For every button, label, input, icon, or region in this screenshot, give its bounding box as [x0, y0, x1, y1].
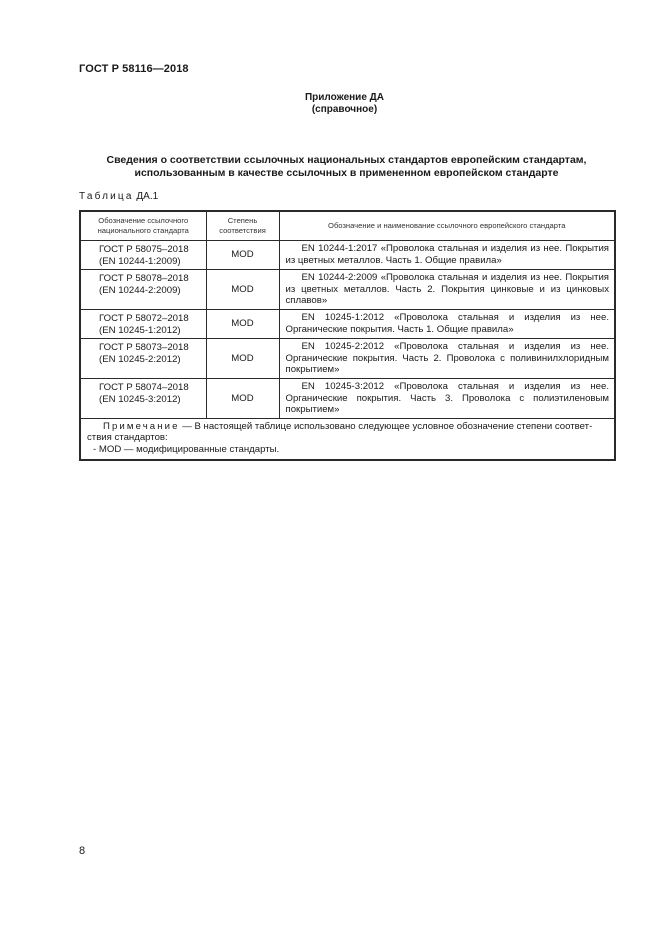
national-standard-id: ГОСТ Р 58072–2018 — [99, 312, 189, 324]
annex-title: Приложение ДА — [304, 92, 385, 103]
annex-subtitle: (справочное) — [311, 104, 378, 115]
national-standard-equivalent: (EN 10244-1:2009) — [99, 255, 181, 267]
national-standard-equivalent: (EN 10244-2:2009) — [99, 284, 181, 296]
degree-cell: MOD — [206, 378, 279, 418]
page-number: 8 — [79, 845, 86, 857]
table-row — [80, 270, 615, 310]
european-standard-cell: EN 10245-3:2012 «Проволока стальная и изделия из нее. Органические покрытия. Часть 3. Проволока с полиэтиленовым покрытием» — [279, 378, 615, 418]
note-text-line-3: - MOD — модифицированные стандарты. — [93, 443, 280, 455]
section-title-line-2: использованным в качестве ссылочных в примененном европейском стандарте — [134, 167, 559, 179]
table-row — [80, 378, 615, 418]
note-text-line-1: — В настоящей таблице использовано следующее условное обозначение степени соответ- — [182, 420, 593, 432]
table-caption-id: ДА.1 — [136, 191, 159, 202]
national-standard-cell — [80, 339, 206, 379]
national-standard-cell — [80, 309, 206, 338]
table-header-row — [80, 211, 615, 241]
table-note — [80, 418, 615, 459]
column-header-european: Обозначение и наименование ссылочного европейского стандарта — [279, 211, 615, 241]
european-standard-cell: EN 10244-1:2017 «Проволока стальная и изделия из нее. Покрытия из цветных металлов. Часть 1. Общие правила» — [279, 241, 615, 270]
note-label: Примечание — [103, 420, 180, 432]
table-caption — [79, 191, 158, 202]
section-title — [79, 154, 614, 180]
degree-cell: MOD — [206, 339, 279, 379]
degree-cell: MOD — [206, 270, 279, 310]
table-row — [80, 339, 615, 379]
national-standard-id: ГОСТ Р 58078–2018 — [99, 273, 189, 285]
column-header-national: Обозначение ссылочного национального стандарта — [80, 211, 206, 241]
national-standard-cell — [80, 378, 206, 418]
degree-cell: MOD — [206, 309, 279, 338]
national-standard-equivalent: (EN 10245-2:2012) — [99, 353, 181, 365]
degree-cell: MOD — [206, 241, 279, 270]
note-text-line-2: ствия стандартов: — [87, 432, 168, 444]
national-standard-equivalent: (EN 10245-3:2012) — [99, 393, 181, 405]
european-standard-cell: EN 10244-2:2009 «Проволока стальная и изделия из нее. Покрытия из цветных металлов. Часть 2. Покрытия цинковые и из цинковых сплавов» — [279, 270, 615, 310]
document-header: ГОСТ Р 58116—2018 — [79, 63, 189, 75]
national-standard-id: ГОСТ Р 58074–2018 — [99, 381, 189, 393]
table-caption-word: Таблица — [79, 191, 134, 202]
national-standard-cell — [80, 241, 206, 270]
european-standard-cell: EN 10245-2:2012 «Проволока стальная и изделия из нее. Органические покрытия. Часть 2. Проволока с поливинилхлоридным покрытием» — [279, 339, 615, 379]
section-title-line-1: Сведения о соответствии ссылочных национальных стандартов европейским стандартам, — [106, 154, 587, 166]
column-header-degree: Степень соответствия — [206, 211, 279, 241]
european-standard-cell: EN 10245-1:2012 «Проволока стальная и изделия из нее. Органические покрытия. Часть 1. Общие правила» — [279, 309, 615, 338]
national-standard-cell — [80, 270, 206, 310]
national-standard-id: ГОСТ Р 58075–2018 — [99, 244, 189, 255]
national-standard-equivalent: (EN 10245-1:2012) — [99, 324, 181, 336]
table-row — [80, 241, 615, 270]
table-row — [80, 309, 615, 338]
reference-standards-table — [79, 210, 616, 461]
table-note-row — [80, 418, 615, 459]
annex-heading — [0, 92, 661, 116]
national-standard-id: ГОСТ Р 58073–2018 — [99, 342, 189, 354]
